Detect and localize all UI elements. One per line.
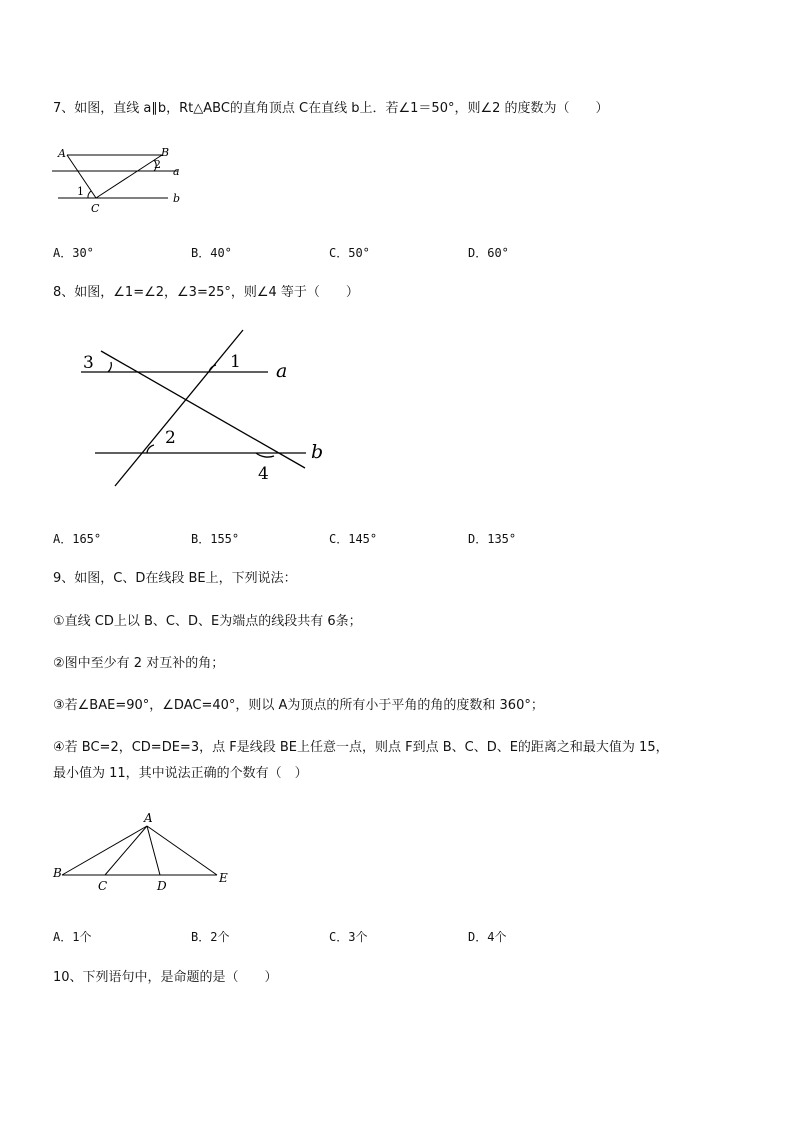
q8-option-c[interactable]: C．145° [329,532,378,546]
label-C: C [91,202,100,215]
q9-item-2: ②图中至少有 2 对互补的角； [53,656,225,671]
label-D: D [157,879,167,893]
q7-option-d[interactable]: D．60° [468,246,509,260]
label-2: 2 [165,428,176,448]
q7-option-a[interactable]: A．30° [53,246,94,260]
label-b: b [311,441,324,463]
q8-option-d[interactable]: D．135° [468,532,517,546]
transversal-2 [101,351,305,468]
segment-BC [96,155,162,198]
label-A: A [144,811,153,825]
q9-option-c[interactable]: C．3个 [329,930,368,944]
segment-AC [105,826,147,875]
segment-AE [147,826,217,875]
q9-figure [50,807,240,895]
q8-option-a[interactable]: A．165° [53,532,102,546]
label-E: E [219,871,228,885]
label-3: 3 [83,353,94,373]
q9-option-a[interactable]: A．1个 [53,930,92,944]
q9-option-b[interactable]: B．2个 [191,930,230,944]
label-2: 2 [154,158,161,171]
label-1: 1 [230,352,241,372]
transversal-1 [115,330,243,486]
q9-option-d[interactable]: D．4个 [468,930,507,944]
q7-option-c[interactable]: C．50° [329,246,370,260]
q8-figure [75,322,330,494]
angle-1-arc [88,191,91,198]
label-b: b [173,192,181,205]
q7-figure [50,142,200,216]
q9-stem: 9、如图，C、D在线段 BE上，下列说法： [53,571,297,586]
angle-3-arc [108,362,111,372]
label-A: A [58,147,66,160]
q9-item-4-cont: 最小值为 11，其中说法正确的个数有（ ） [53,766,308,781]
label-4: 4 [258,464,269,484]
q10-stem: 10、下列语句中，是命题的是（ ） [53,970,278,985]
label-B: B [161,146,170,159]
q9-item-1: ①直线 CD上以 B、C、D、E为端点的线段共有 6条； [53,614,362,629]
label-a: a [173,165,180,178]
label-B: B [53,866,62,880]
label-C: C [98,879,108,893]
q8-stem: 8、如图，∠1=∠2，∠3=25°，则∠4 等于（ ） [53,285,359,300]
q9-item-3: ③若∠BAE=90°，∠DAC=40°，则以 A为顶点的所有小于平角的角的度数和 360°； [53,698,544,713]
label-a: a [276,360,288,382]
q8-option-b[interactable]: B．155° [191,532,240,546]
label-1: 1 [77,185,84,198]
segment-AB [62,826,147,875]
q9-item-4: ④若 BC=2，CD=DE=3，点 F是线段 BE上任意一点，则点 F到点 B、C、D、E的距离之和最大值为 15， [53,740,669,755]
q7-stem: 7、如图，直线 a∥b，Rt△ABC的直角顶点 C在直线 b上．若∠1＝50°，则∠2 的度数为（ ） [53,101,609,116]
q7-option-b[interactable]: B．40° [191,246,232,260]
